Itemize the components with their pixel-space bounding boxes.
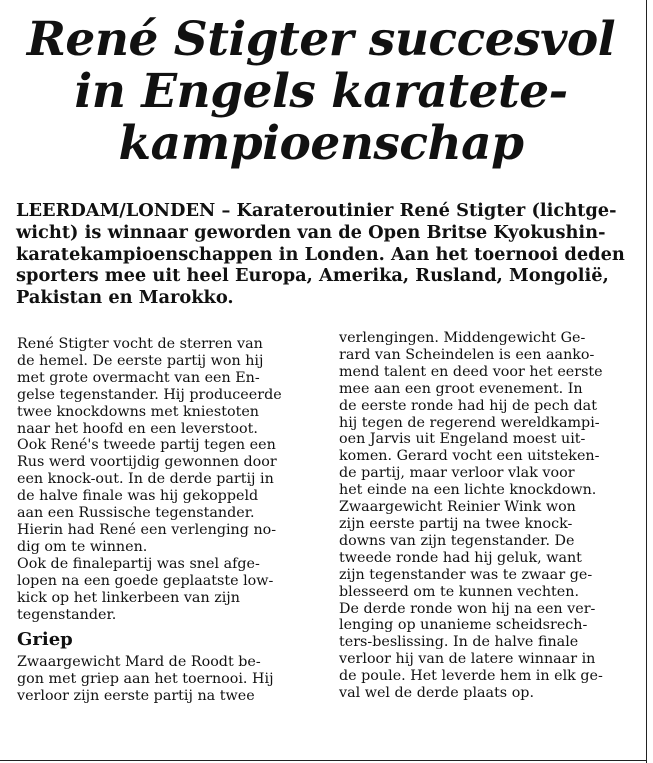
- body-line: een knock-out. In de derde partij in: [17, 471, 274, 488]
- body-line: downs van zijn tegenstander. De: [339, 532, 575, 549]
- body-line: kick op het linkerbeen van zijn: [17, 589, 240, 606]
- body-column-left: [17, 336, 317, 705]
- body-line: mend talent en deed voor het eerste: [339, 363, 603, 380]
- body-line: verloor zijn eerste partij na twee: [17, 688, 255, 705]
- body-line: oen Jarvis uit Engeland moest uit-: [339, 431, 586, 448]
- clipping-border-bottom: [0, 760, 647, 761]
- body-line: twee knockdowns met kniestoten: [17, 403, 259, 420]
- headline: [6, 14, 636, 170]
- body-line: de hemel. De eerste partij won hij: [17, 352, 264, 369]
- body-line: Ook de finalepartij was snel afge-: [17, 555, 260, 572]
- body-line: lopen na een goede geplaatste low-: [17, 572, 274, 589]
- lead-line: sporters mee uit heel Europa, Amerika, Rusland, Mongolië,: [16, 265, 609, 287]
- lead-paragraph: [16, 200, 636, 309]
- body-line: naar het hoofd en een leverstoot.: [17, 420, 258, 437]
- body-line: Rus werd voortijdig gewonnen door: [17, 454, 277, 471]
- body-line: hij tegen de regerend wereldkampi-: [339, 414, 600, 431]
- body-line: zijn eerste partij na twee knock-: [339, 515, 573, 532]
- headline-line: René Stigter succesvol: [26, 12, 616, 67]
- body-line: mee aan een groot evenement. In: [339, 380, 583, 397]
- body-line: de partij, maar verloor vlak voor: [339, 465, 575, 482]
- clipping-border-right: [646, 0, 647, 763]
- lead-line: karatekampioenschappen in Londen. Aan het toernooi deden: [16, 243, 625, 265]
- body-line: ters-beslissing. In de halve finale: [339, 634, 579, 651]
- headline-line: in Engels karatete-: [74, 64, 568, 119]
- body-line: lenging op unanieme scheidsrech-: [339, 617, 588, 634]
- body-line: het einde na een lichte knockdown.: [339, 482, 597, 499]
- body-line: tweede ronde had hij geluk, want: [339, 549, 582, 566]
- body-line: met grote overmacht van een En-: [17, 369, 260, 386]
- body-line: blesseerd om te kunnen vechten.: [339, 583, 579, 600]
- body-line: tegenstander.: [17, 606, 117, 623]
- body-line: rard van Scheindelen is een aanko-: [339, 346, 595, 363]
- body-line: zijn tegenstander was te zwaar ge-: [339, 566, 593, 583]
- body-column-right: [339, 330, 639, 702]
- body-line: verlengingen. Middengewicht Ge-: [339, 330, 586, 346]
- body-line: René Stigter vocht de sterren van: [17, 336, 263, 352]
- body-line: Hierin had René een verlenging no-: [17, 521, 277, 538]
- body-line: Ook René's tweede partij tegen een: [17, 437, 276, 454]
- body-line: Zwaargewicht Mard de Roodt be-: [17, 654, 261, 671]
- body-line: dig om te winnen.: [17, 538, 148, 555]
- body-line: aan een Russische tegenstander.: [17, 505, 255, 522]
- body-line: de halve finale was hij gekoppeld: [17, 488, 259, 505]
- body-line: Zwaargewicht Reinier Wink won: [339, 499, 576, 516]
- body-line: de eerste ronde had hij de pech dat: [339, 397, 597, 414]
- body-line: val wel de derde plaats op.: [339, 685, 534, 702]
- headline-line: kampioenschap: [118, 116, 524, 171]
- body-line: verloor hij van de latere winnaar in: [339, 651, 596, 668]
- body-line: gelse tegenstander. Hij produceerde: [17, 386, 282, 403]
- body-line: De derde ronde won hij na een ver-: [339, 600, 596, 617]
- lead-line: Pakistan en Marokko.: [16, 287, 234, 309]
- body-line: de poule. Het leverde hem in elk ge-: [339, 668, 603, 685]
- subheading-griep: Griep: [17, 629, 73, 651]
- body-line: gon met griep aan het toernooi. Hij: [17, 671, 274, 688]
- lead-line: wicht) is winnaar geworden van de Open Britse Kyokushin-: [16, 221, 606, 243]
- body-line: komen. Gerard vocht een uitsteken-: [339, 448, 600, 465]
- lead-line: LEERDAM/LONDEN – Karateroutinier René Stigter (lichtge-: [16, 200, 617, 221]
